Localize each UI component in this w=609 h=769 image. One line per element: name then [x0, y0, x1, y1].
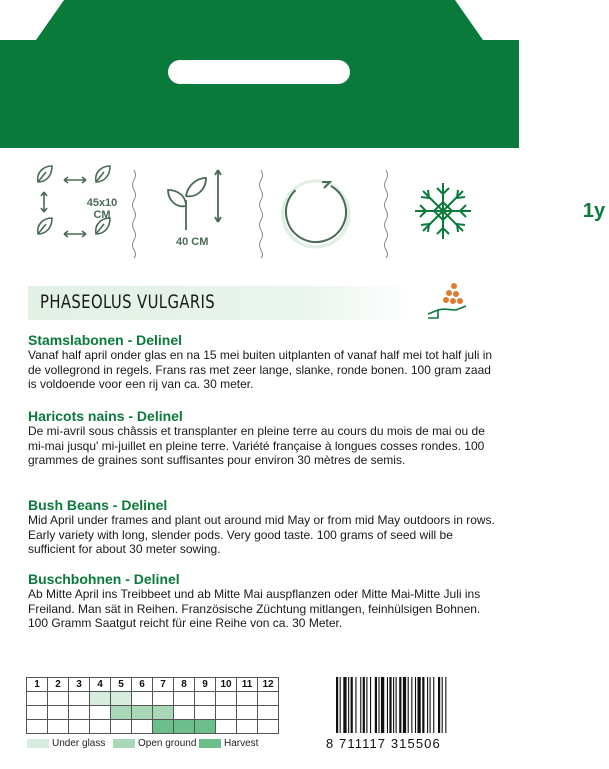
calendar-cell: [216, 692, 237, 706]
month-cell: 5: [111, 678, 132, 692]
barcode-bar: [411, 677, 412, 733]
section-title: Stamslabonen - Delinel: [28, 332, 183, 348]
barcode-bar: [433, 677, 434, 733]
cycle-label: 1y: [582, 200, 606, 222]
barcode-bar: [343, 677, 346, 733]
calendar-cell: [216, 706, 237, 720]
barcode-bar: [422, 677, 424, 733]
snowflake-icon: [412, 160, 474, 260]
section-body: Vanaf half april onder glas en na 15 mei buiten uitplanten of vanaf half mei tot half juli in de vollegrond in regels. Frans ras met zeer lange, slanke, ronde bonen. 100 gram zaad is voldoende voor een rij van ca. 30 meter.: [28, 348, 493, 392]
hang-slot: [168, 60, 350, 84]
calendar-cell: [174, 720, 195, 734]
divider: [383, 170, 389, 258]
barcode-bar: [438, 677, 440, 733]
barcode-bar: [378, 677, 379, 733]
month-cell: 11: [237, 678, 258, 692]
calendar-cell: [258, 692, 279, 706]
barcode-bar: [396, 677, 397, 733]
month-cell: 12: [258, 678, 279, 692]
legend-swatch: [199, 739, 221, 748]
barcode-bar: [340, 677, 341, 733]
barcode-bar: [430, 677, 431, 733]
legend-label: Under glass: [52, 738, 106, 749]
calendar-cell: [237, 706, 258, 720]
calendar-cell: [174, 692, 195, 706]
legend-harvest: [199, 738, 258, 749]
barcode-bar: [442, 677, 443, 733]
calendar-cell: [27, 720, 48, 734]
barcode-bar: [375, 677, 377, 733]
divider: [131, 170, 137, 258]
calendar-cell: [258, 720, 279, 734]
month-cell: 1: [27, 678, 48, 692]
calendar-cell: [111, 692, 132, 706]
month-cell: 10: [216, 678, 237, 692]
legend-open-ground: [113, 738, 196, 749]
barcode-bar: [360, 677, 361, 733]
barcode-bar: [348, 677, 349, 733]
sowing-hand-icon: [426, 280, 470, 320]
header-band: [0, 0, 519, 148]
sowing-calendar: [26, 677, 279, 734]
calendar-cell: [69, 692, 90, 706]
month-cell: 2: [48, 678, 69, 692]
calendar-cell: [27, 706, 48, 720]
legend-swatch: [27, 739, 49, 748]
calendar-row-under-glass: [27, 692, 279, 706]
calendar-cell: [27, 692, 48, 706]
frost-icon: [412, 180, 474, 242]
barcode-bar: [408, 677, 409, 733]
barcode-bar: [415, 677, 416, 733]
calendar-row-open-ground: [27, 706, 279, 720]
section-body: De mi-avril sous châssis et transplanter en pleine terre au cours du mois de mai ou de mi-mai jusqu' mi-juillet en pleine terre. Variété française à longues cosses rondes. 100 grammes de graines sont suffisantes pour environ 30 mètres de semis.: [28, 424, 485, 468]
section-body: Ab Mitte April ins Treibbeet und ab Mitte Mai auspflanzen oder Mitte Mai-Mitte Juli ins Freiland. Man sät in Reihen. Französische Züchtung mitlangen, feinhülsigen Bohnen. 100 Gramm Saatgut reicht für eine Reihe von ca. 30 Meter.: [28, 587, 481, 631]
barcode-bar: [445, 677, 446, 733]
height-label: 40 CM: [176, 236, 209, 248]
barcode-bar: [351, 677, 353, 733]
barcode-bar: [381, 677, 384, 733]
calendar-cell: [90, 692, 111, 706]
legend-label: Harvest: [224, 738, 259, 749]
calendar-cell: [258, 706, 279, 720]
barcode-bar: [363, 677, 365, 733]
annual-cycle-icon: [278, 160, 606, 260]
calendar-cell: [48, 692, 69, 706]
calendar-cell: [132, 720, 153, 734]
spacing-icon: [30, 160, 120, 260]
calendar-cell: [132, 692, 153, 706]
barcode-bar: [393, 677, 394, 733]
calendar-cell: [90, 706, 111, 720]
barcode-bar: [417, 677, 420, 733]
calendar-cell: [111, 706, 132, 720]
barcode-bar: [370, 677, 371, 733]
calendar-header-row: [27, 678, 279, 692]
calendar-cell: [48, 720, 69, 734]
calendar-cell: [174, 706, 195, 720]
icons-row: [0, 160, 606, 270]
circle-arrow-icon: [278, 160, 358, 240]
section-title: Bush Beans - Delinel: [28, 497, 168, 513]
calendar-cell: [90, 720, 111, 734]
section-title: Haricots nains - Delinel: [28, 408, 183, 424]
calendar-cell: [153, 720, 174, 734]
section-nl: [28, 332, 498, 392]
barcode-bar: [387, 677, 388, 733]
barcode-bar: [399, 677, 401, 733]
barcode-number: 8 711117 315506: [326, 736, 441, 751]
month-cell: 3: [69, 678, 90, 692]
barcode: [336, 677, 478, 733]
barcode-bar: [355, 677, 356, 733]
legend-swatch: [113, 739, 135, 748]
month-cell: 4: [90, 678, 111, 692]
calendar-cell: [195, 720, 216, 734]
section-title: Buschbohnen - Delinel: [28, 571, 180, 587]
packet-flap: [0, 0, 519, 40]
calendar-row-harvest: [27, 720, 279, 734]
calendar-cell: [237, 692, 258, 706]
calendar-cell: [237, 720, 258, 734]
height-icon: [160, 160, 240, 260]
calendar-cell: [132, 706, 153, 720]
month-cell: 8: [174, 678, 195, 692]
seedling-icon: [160, 160, 240, 235]
calendar-cell: [216, 720, 237, 734]
section-de: [28, 571, 498, 631]
calendar-cell: [195, 706, 216, 720]
spacing-label: 45x10 CM: [86, 197, 118, 221]
month-cell: 7: [153, 678, 174, 692]
species-name: PHASEOLUS VULGARIS: [40, 291, 216, 313]
barcode-bar: [336, 677, 338, 733]
section-fr: [28, 408, 498, 468]
calendar-table: [26, 677, 279, 734]
calendar-cell: [153, 706, 174, 720]
barcode-bar: [427, 677, 428, 733]
calendar-cell: [69, 720, 90, 734]
section-body: Mid April under frames and plant out around mid May or from mid May outdoors in rows. Early variety with long, slender pods. Very good taste. 100 grams of seed will be sufficient for about 30 meter sowing.: [28, 513, 495, 557]
calendar-cell: [195, 692, 216, 706]
section-en: [28, 497, 498, 557]
barcode-bar: [403, 677, 406, 733]
legend-under-glass: [27, 738, 105, 749]
legend-label: Open ground: [138, 738, 197, 749]
divider: [258, 170, 264, 258]
calendar-cell: [48, 706, 69, 720]
calendar-cell: [69, 706, 90, 720]
calendar-cell: [111, 720, 132, 734]
barcode-bar: [366, 677, 367, 733]
month-cell: 9: [195, 678, 216, 692]
month-cell: 6: [132, 678, 153, 692]
barcode-bar: [389, 677, 391, 733]
calendar-cell: [153, 692, 174, 706]
